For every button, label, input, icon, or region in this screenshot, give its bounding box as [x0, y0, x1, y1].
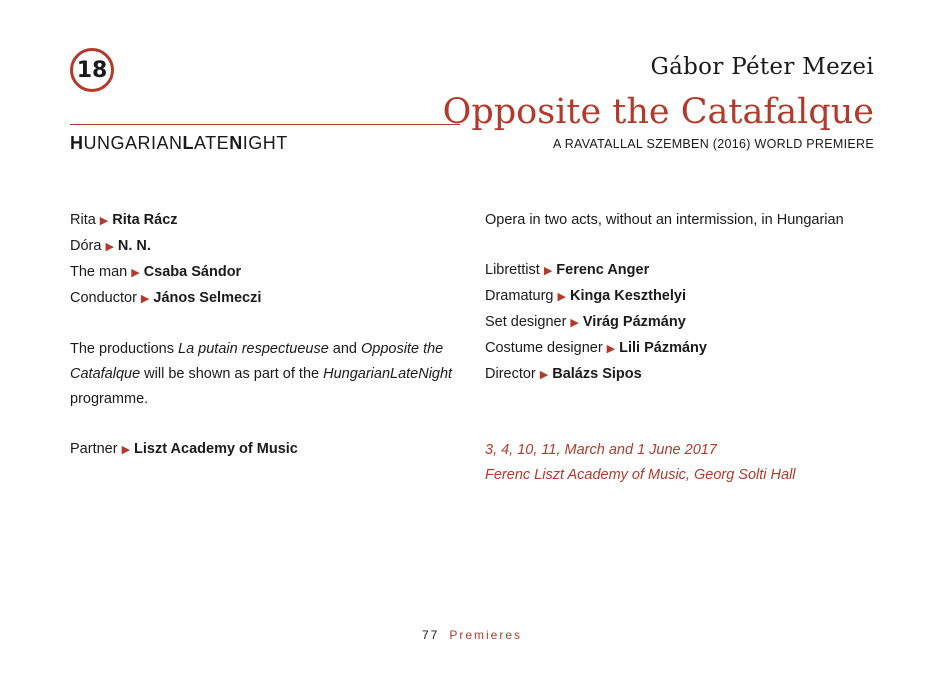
page-number: 77	[421, 628, 440, 642]
crew-row	[485, 284, 885, 310]
header-divider	[70, 124, 460, 125]
performance-dates: 3, 4, 10, 11, March and 1 June 2017	[485, 442, 717, 458]
cast-role: Conductor	[70, 290, 137, 306]
cast-row	[70, 260, 465, 286]
age-rating-badge	[70, 48, 114, 92]
age-rating-number: 18	[76, 57, 108, 83]
cast-name: Csaba Sándor	[143, 264, 242, 280]
series-letter: H	[70, 133, 84, 153]
series-part: IGHT	[242, 133, 288, 153]
cast-name: János Selmeczi	[153, 290, 262, 306]
series-name	[70, 133, 288, 154]
right-column	[485, 208, 885, 488]
crew-name: Lili Pázmány	[619, 340, 707, 356]
cast-row	[70, 208, 465, 234]
crew-role: Costume designer	[485, 340, 603, 356]
crew-name: Ferenc Anger	[556, 262, 650, 278]
triangle-right-icon: ▶	[121, 444, 131, 456]
crew-role: Director	[485, 366, 536, 382]
crew-name: Kinga Keszthelyi	[569, 288, 686, 304]
cast-role: Dóra	[70, 238, 102, 254]
series-letter: N	[229, 133, 243, 153]
partner-name: Liszt Academy of Music	[134, 441, 298, 457]
page-footer	[0, 628, 944, 642]
cast-role: The man	[70, 264, 128, 280]
triangle-right-icon: ▶	[105, 241, 114, 253]
series-part: UNGARIAN	[83, 133, 183, 153]
crew-row	[485, 310, 885, 336]
partner-role: Partner	[70, 441, 118, 457]
production-title: Opposite the Catafalque	[442, 92, 874, 132]
production-subtitle: A RAVATALLAL SZEMBEN (2016) WORLD PREMIERE	[552, 137, 874, 151]
cast-role: Rita	[70, 212, 96, 228]
programme-note: The productions La putain respectueuse and Opposite the Catafalque will be shown as part of the HungarianLateNight programme.	[70, 341, 453, 407]
triangle-right-icon: ▶	[606, 343, 616, 355]
cast-name: Rita Rácz	[112, 212, 178, 228]
performance-venue: Ferenc Liszt Academy of Music, Georg Solti Hall	[485, 467, 796, 483]
crew-name: Balázs Sipos	[552, 366, 642, 382]
crew-name: Virág Pázmány	[582, 314, 686, 330]
cast-name: N. N.	[117, 238, 151, 254]
cast-row	[70, 234, 465, 260]
left-column	[70, 208, 465, 463]
triangle-right-icon: ▶	[557, 291, 566, 303]
partner-row	[70, 437, 465, 463]
cast-row	[70, 286, 465, 312]
crew-role: Dramaturg	[485, 288, 554, 304]
triangle-right-icon: ▶	[99, 215, 109, 227]
crew-row	[485, 336, 885, 362]
triangle-right-icon: ▶	[140, 293, 150, 305]
production-description: Opera in two acts, without an intermission, in Hungarian	[485, 212, 844, 228]
triangle-right-icon: ▶	[543, 265, 553, 277]
author-name: Gábor Péter Mezei	[650, 54, 874, 80]
triangle-right-icon: ▶	[131, 267, 140, 279]
triangle-right-icon: ▶	[539, 369, 549, 381]
series-part: ATE	[194, 133, 230, 153]
crew-role: Set designer	[485, 314, 567, 330]
crew-row	[485, 362, 885, 388]
triangle-right-icon: ▶	[570, 317, 579, 329]
crew-role: Librettist	[485, 262, 540, 278]
section-name: Premieres	[449, 628, 523, 642]
crew-row	[485, 258, 885, 284]
series-letter: L	[182, 133, 195, 153]
